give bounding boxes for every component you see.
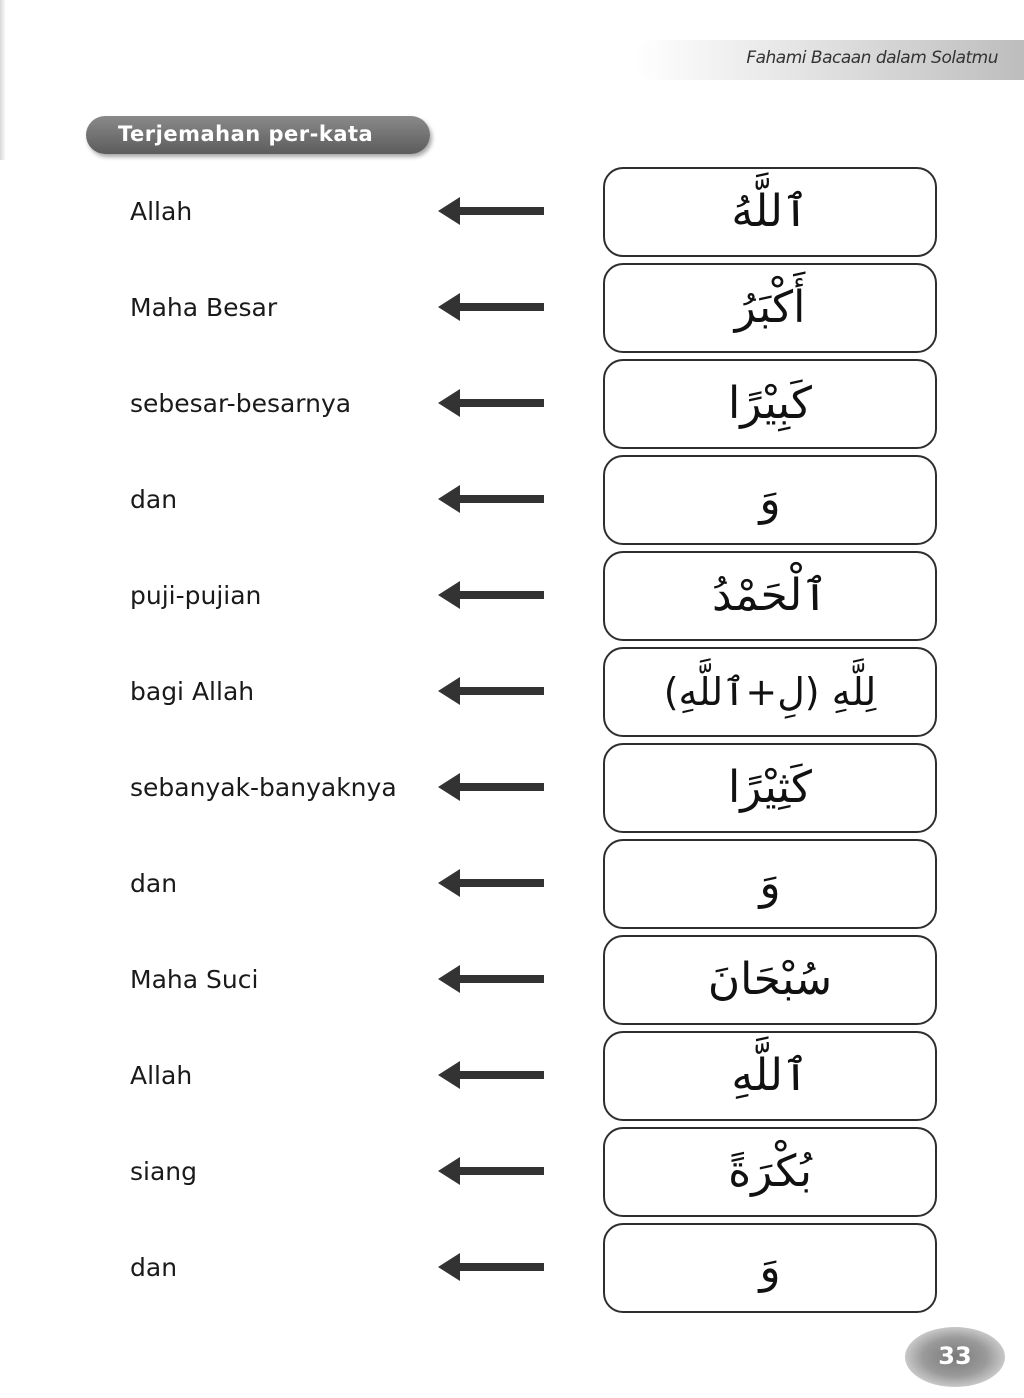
- translation-row: [0, 839, 1024, 927]
- malay-meaning: puji-pujian: [130, 580, 262, 610]
- arabic-word: وَ: [759, 858, 781, 909]
- arabic-word-box: [603, 839, 937, 929]
- malay-meaning: sebesar-besarnya: [130, 388, 352, 418]
- arabic-word-box: [603, 263, 937, 353]
- page-edge-shade: [0, 0, 6, 160]
- malay-meaning: siang: [130, 1156, 198, 1186]
- arabic-word: ٱللَّهِ: [731, 1050, 809, 1101]
- arabic-word: كَبِيْرًا: [727, 378, 812, 429]
- arrow-left-icon: [438, 291, 544, 323]
- page-number-badge: [905, 1327, 1005, 1387]
- arabic-word-box: [603, 935, 937, 1025]
- arabic-word-box: [603, 743, 937, 833]
- translation-row: [0, 647, 1024, 735]
- malay-meaning: Maha Besar: [130, 292, 278, 322]
- arabic-word-box: [603, 167, 937, 257]
- arrow-left-icon: [438, 483, 544, 515]
- arabic-word: ٱللَّهُ: [731, 186, 809, 237]
- translation-row: [0, 743, 1024, 831]
- translation-row: [0, 1031, 1024, 1119]
- arabic-word-box: [603, 455, 937, 545]
- section-heading-label: Terjemahan per-kata: [118, 122, 374, 146]
- arrow-left-icon: [438, 195, 544, 227]
- arabic-word: ٱلْحَمْدُ: [711, 570, 829, 621]
- arrow-left-icon: [438, 387, 544, 419]
- arabic-word-box: [603, 1223, 937, 1313]
- arabic-word: وَ: [759, 474, 781, 525]
- translation-row: [0, 455, 1024, 543]
- arrow-left-icon: [438, 867, 544, 899]
- malay-meaning: bagi Allah: [130, 676, 255, 706]
- section-heading: [86, 116, 430, 154]
- arrow-left-icon: [438, 963, 544, 995]
- arabic-word-box: [603, 1127, 937, 1217]
- translation-row: [0, 551, 1024, 639]
- translation-row: [0, 1223, 1024, 1311]
- arabic-word: لِلَّهِ (لِ+ٱللَّهِ): [663, 670, 877, 714]
- translation-row: [0, 359, 1024, 447]
- arabic-word-box: [603, 647, 937, 737]
- arrow-left-icon: [438, 1155, 544, 1187]
- arabic-word-box: [603, 1031, 937, 1121]
- arrow-left-icon: [438, 771, 544, 803]
- malay-meaning: dan: [130, 1252, 178, 1282]
- translation-row: [0, 1127, 1024, 1215]
- arabic-word: بُكْرَةً: [728, 1146, 812, 1197]
- malay-meaning: dan: [130, 484, 178, 514]
- running-header: [634, 40, 1024, 80]
- translation-row: [0, 167, 1024, 255]
- arabic-word: وَ: [759, 1242, 781, 1293]
- arrow-left-icon: [438, 1251, 544, 1283]
- arabic-word: كَثِيْرًا: [727, 762, 812, 813]
- malay-meaning: Allah: [130, 1060, 193, 1090]
- arrow-left-icon: [438, 579, 544, 611]
- arabic-word: أَكْبَرُ: [734, 282, 806, 333]
- arabic-word-box: [603, 551, 937, 641]
- arrow-left-icon: [438, 675, 544, 707]
- malay-meaning: Maha Suci: [130, 964, 259, 994]
- arabic-word-box: [603, 359, 937, 449]
- translation-row: [0, 935, 1024, 1023]
- page-number: 33: [938, 1342, 972, 1370]
- malay-meaning: Allah: [130, 196, 193, 226]
- arabic-word: سُبْحَانَ: [707, 954, 833, 1005]
- translation-row: [0, 263, 1024, 351]
- malay-meaning: sebanyak-banyaknya: [130, 772, 397, 802]
- running-header-title: Fahami Bacaan dalam Solatmu: [746, 48, 998, 68]
- arrow-left-icon: [438, 1059, 544, 1091]
- malay-meaning: dan: [130, 868, 178, 898]
